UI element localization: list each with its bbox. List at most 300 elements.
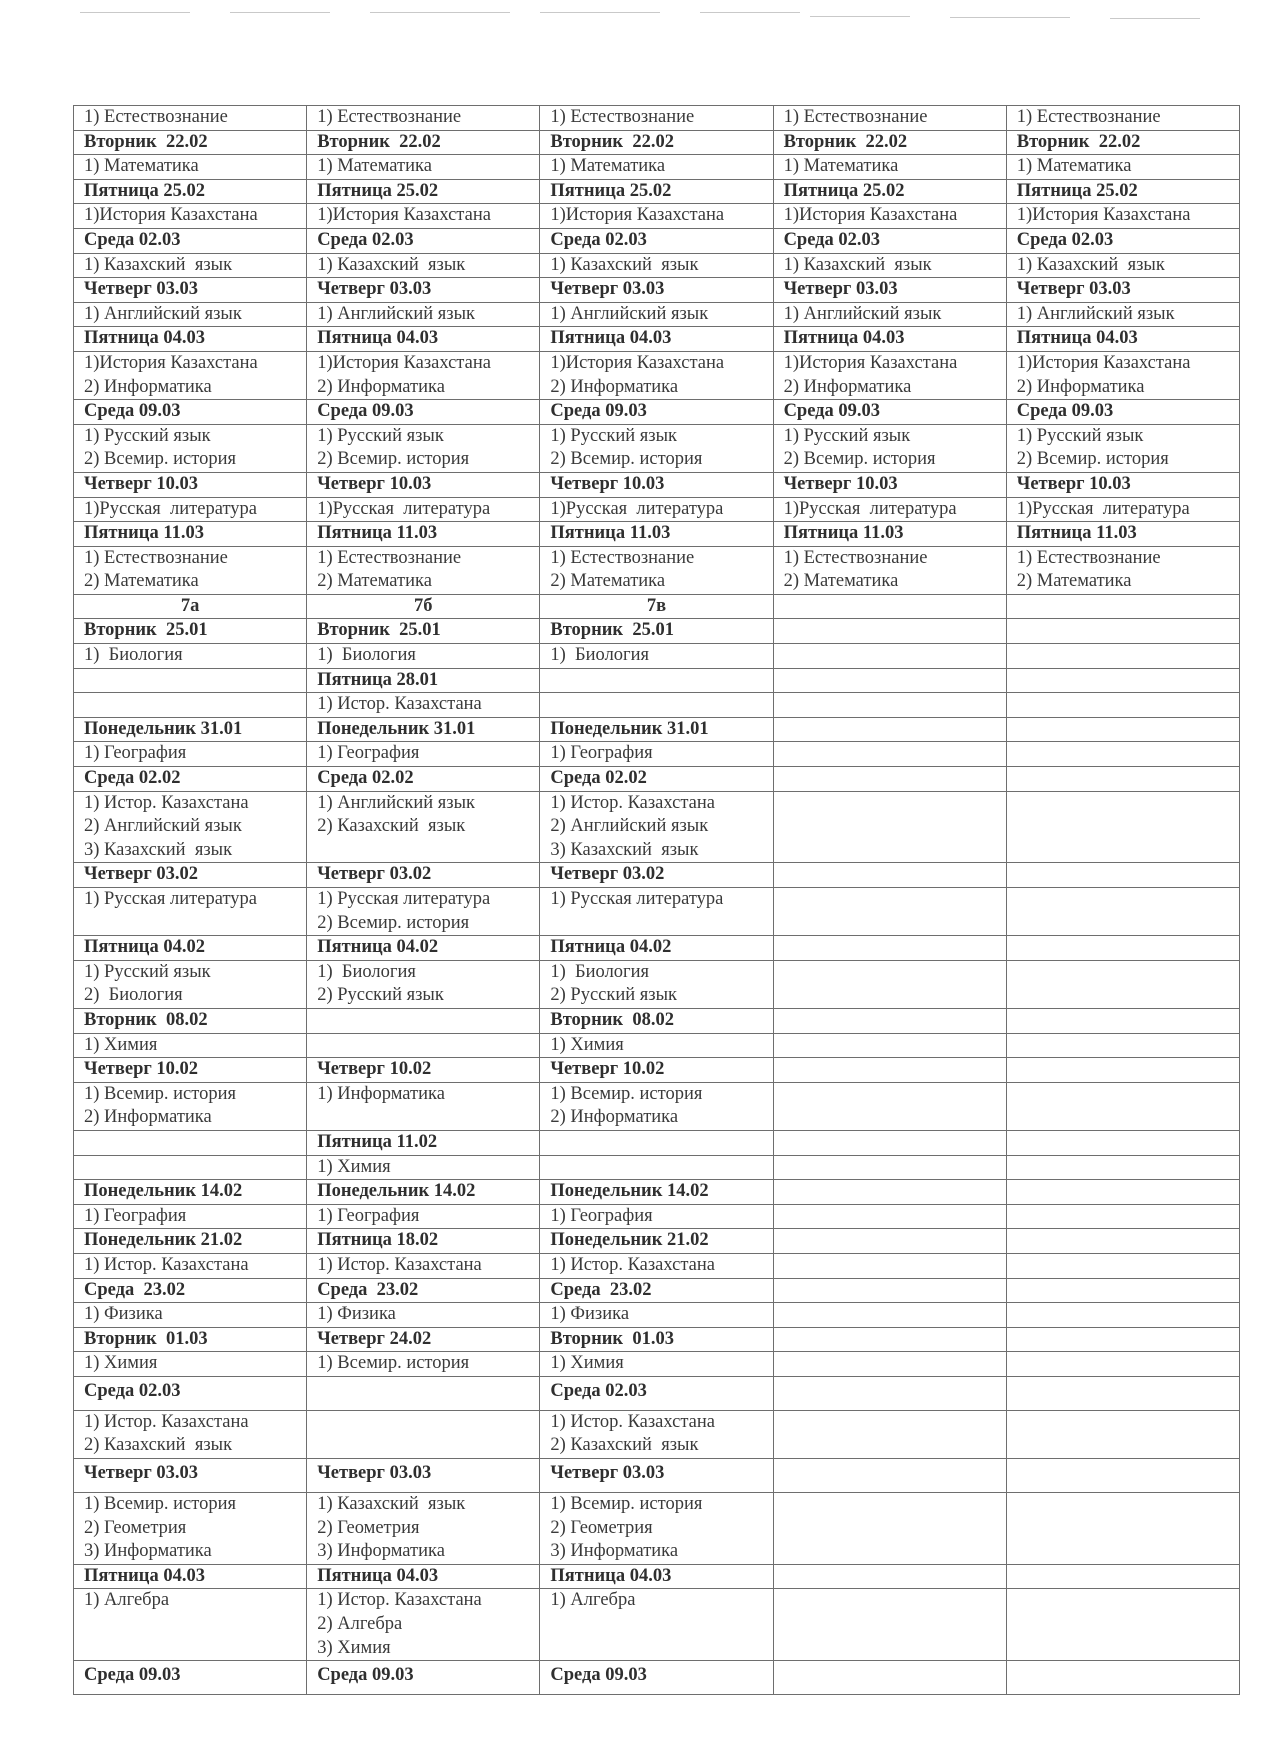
subject-cell: [74, 791, 307, 863]
subject-item: 1) Истор. Казахстана: [550, 792, 715, 813]
date-label: Четверг 10.02: [317, 1059, 432, 1080]
date-label: Четверг 03.02: [84, 864, 199, 885]
schedule-row: [74, 327, 1240, 352]
subject-item: 1) Алгебра: [550, 1590, 636, 1611]
subject-cell: [1006, 1204, 1239, 1229]
subject-cell: [74, 1204, 307, 1229]
date-label: Четверг 10.02: [84, 1059, 199, 1080]
date-cell: [74, 228, 307, 253]
date-label: Пятница 04.02: [550, 937, 672, 958]
date-label: Пятница 04.03: [550, 328, 672, 349]
date-cell: [773, 619, 1006, 644]
schedule-row: [74, 400, 1240, 425]
date-label: Вторник 22.02: [317, 131, 441, 152]
date-cell: [1006, 1008, 1239, 1033]
date-label: Среда 02.03: [317, 229, 414, 250]
subject-item: 1) Естествознание: [317, 547, 462, 568]
date-cell: [773, 1180, 1006, 1205]
subject-item: 1) Химия: [550, 1353, 624, 1374]
subject-item: 1) Биология: [550, 961, 650, 982]
date-cell: [540, 1058, 773, 1083]
subject-cell: [773, 693, 1006, 718]
schedule-row: [74, 155, 1240, 180]
class-label: 7б: [414, 595, 433, 616]
date-label: Понедельник 21.02: [84, 1230, 243, 1251]
date-label: Пятница 04.03: [550, 1565, 672, 1586]
subject-item: 1) Английский язык: [550, 303, 709, 324]
date-label: Четверг 10.03: [550, 473, 665, 494]
subject-item: 1)История Казахстана: [1016, 205, 1191, 226]
subject-cell: [773, 106, 1006, 131]
subject-item: 1)Русская литература: [317, 498, 491, 519]
date-label: Среда 02.03: [84, 229, 181, 250]
date-label: Среда 09.03: [84, 401, 181, 422]
subject-item: 2) Алгебра: [317, 1614, 403, 1635]
date-cell: [540, 522, 773, 547]
subject-cell: [773, 644, 1006, 669]
subject-cell: [540, 106, 773, 131]
date-label: Среда 09.03: [550, 401, 647, 422]
subject-item: 2) Всемир. история: [550, 449, 703, 470]
subject-cell: [540, 155, 773, 180]
date-label: Понедельник 21.02: [550, 1230, 709, 1251]
date-cell: [307, 1661, 540, 1695]
subject-cell: [540, 742, 773, 767]
date-cell: [1006, 619, 1239, 644]
subject-item: 1) Русская литература: [550, 889, 724, 909]
schedule-row: [74, 668, 1240, 693]
subject-item: 2) Всемир. история: [84, 449, 236, 470]
subject-item: 2) Казахский язык: [84, 1435, 233, 1456]
subject-item: 2) Математика: [783, 571, 899, 592]
subject-cell: [540, 302, 773, 327]
date-label: Среда 09.03: [84, 1665, 181, 1686]
subject-item: 1) Естествознание: [84, 547, 228, 568]
subject-item: 3) Информатика: [550, 1541, 679, 1562]
date-cell: [1006, 1229, 1239, 1254]
subject-item: 1) Истор. Казахстана: [550, 1411, 715, 1432]
subject-item: 1)История Казахстана: [783, 205, 958, 226]
schedule-row: [74, 594, 1240, 619]
subject-item: 1) Математика: [84, 156, 199, 177]
subject-item: 2) Математика: [550, 571, 666, 592]
schedule-row: [74, 1180, 1240, 1205]
date-cell: [773, 1661, 1006, 1695]
scan-artifact-line: [700, 12, 800, 13]
subject-cell: [74, 1033, 307, 1058]
date-cell: [74, 472, 307, 497]
subject-item: 1)История Казахстана: [84, 205, 258, 226]
date-cell: [74, 1229, 307, 1254]
subject-cell: [540, 960, 773, 1008]
subject-cell: [773, 1410, 1006, 1458]
date-cell: [1006, 228, 1239, 253]
date-cell: [540, 1180, 773, 1205]
subject-item: 2) Геометрия: [84, 1517, 187, 1538]
subject-item: 1) Математика: [550, 156, 666, 177]
subject-item: 2) Информатика: [1016, 376, 1145, 397]
date-label: Четверг 03.03: [550, 279, 665, 300]
schedule-row: [74, 1130, 1240, 1155]
scan-artifact-line: [80, 12, 190, 13]
schedule-row: [74, 767, 1240, 792]
date-cell: [307, 717, 540, 742]
subject-cell: [1006, 1303, 1239, 1328]
subject-item: 1) Всемир. история: [84, 1083, 236, 1104]
subject-item: 1) География: [550, 743, 653, 764]
date-label: Четверг 03.03: [317, 279, 432, 300]
date-cell: [74, 668, 307, 693]
date-cell: [307, 1229, 540, 1254]
date-label: Понедельник 14.02: [317, 1181, 476, 1202]
subject-cell: [74, 155, 307, 180]
subject-cell: [540, 693, 773, 718]
subject-item: 1)История Казахстана: [317, 205, 491, 226]
date-label: Среда 23.02: [550, 1279, 652, 1300]
subject-item: 3) Информатика: [84, 1541, 212, 1562]
subject-cell: [540, 888, 773, 936]
subject-cell: [1006, 644, 1239, 669]
subject-cell: [307, 424, 540, 472]
date-cell: [540, 472, 773, 497]
subject-cell: [540, 1589, 773, 1661]
date-label: Четверг 10.03: [1016, 473, 1131, 494]
subject-item: 1) Естествознание: [317, 107, 462, 127]
schedule-row: [74, 1410, 1240, 1458]
subject-item: 2) Казахский язык: [550, 1435, 699, 1456]
date-cell: [74, 400, 307, 425]
date-cell: [1006, 1278, 1239, 1303]
subject-cell: [1006, 204, 1239, 229]
subject-item: 1)История Казахстана: [84, 352, 258, 373]
date-cell: [773, 1229, 1006, 1254]
date-cell: [74, 1376, 307, 1410]
subject-cell: [74, 1589, 307, 1661]
date-label: Четверг 03.03: [1016, 279, 1131, 300]
date-cell: [773, 1327, 1006, 1352]
subject-cell: [773, 424, 1006, 472]
subject-cell: [74, 1493, 307, 1565]
subject-cell: [540, 204, 773, 229]
subject-cell: [74, 644, 307, 669]
date-cell: [540, 1459, 773, 1493]
date-cell: [773, 130, 1006, 155]
date-label: Среда 09.03: [317, 401, 414, 422]
scan-artifact-line: [540, 12, 660, 13]
date-cell: [773, 228, 1006, 253]
date-label: Понедельник 31.01: [550, 718, 709, 739]
subject-item: 1) География: [317, 743, 420, 764]
subject-cell: [773, 1589, 1006, 1661]
date-label: Понедельник 14.02: [550, 1181, 709, 1202]
subject-cell: [1006, 693, 1239, 718]
date-cell: [74, 327, 307, 352]
subject-item: 2) Информатика: [550, 376, 679, 397]
date-cell: [1006, 1564, 1239, 1589]
subject-item: 1) Истор. Казахстана: [317, 694, 482, 715]
subject-cell: [74, 424, 307, 472]
schedule-body: [74, 106, 1240, 1695]
date-cell: [540, 717, 773, 742]
subject-item: 1) Естествознание: [1016, 107, 1161, 127]
schedule-row: [74, 1352, 1240, 1377]
subject-cell: [307, 1410, 540, 1458]
date-label: Четверг 10.03: [84, 473, 199, 494]
subject-item: 1) Русский язык: [550, 425, 678, 446]
date-label: Пятница 25.02: [84, 180, 205, 201]
date-label: Пятница 25.02: [317, 180, 439, 201]
date-cell: [773, 1376, 1006, 1410]
subject-cell: [74, 1303, 307, 1328]
subject-cell: [1006, 1410, 1239, 1458]
subject-item: 1) Русская литература: [84, 889, 258, 909]
date-label: Четверг 03.03: [550, 1463, 665, 1484]
subject-cell: [74, 253, 307, 278]
date-cell: [74, 522, 307, 547]
date-cell: [773, 278, 1006, 303]
date-label: Пятница 04.02: [317, 937, 439, 958]
date-label: Среда 02.03: [550, 1380, 647, 1401]
date-cell: [773, 936, 1006, 961]
date-cell: [773, 863, 1006, 888]
subject-cell: [307, 546, 540, 594]
date-cell: [540, 863, 773, 888]
subject-cell: [773, 791, 1006, 863]
date-label: Среда 02.03: [550, 229, 647, 250]
subject-item: 1)История Казахстана: [1016, 352, 1191, 373]
date-cell: [1006, 1459, 1239, 1493]
schedule-row: [74, 497, 1240, 522]
subject-item: 1) Казахский язык: [1016, 254, 1165, 275]
date-cell: [540, 619, 773, 644]
date-label: Понедельник 31.01: [317, 718, 476, 739]
date-label: Пятница 04.03: [783, 328, 905, 349]
subject-item: 2) Информатика: [550, 1107, 679, 1128]
subject-cell: [307, 351, 540, 399]
subject-item: 1) Казахский язык: [317, 254, 466, 275]
schedule-row: [74, 351, 1240, 399]
subject-item: 2) Русский язык: [550, 985, 678, 1006]
date-cell: [773, 327, 1006, 352]
subject-cell: [307, 1155, 540, 1180]
subject-cell: [540, 1410, 773, 1458]
subject-cell: [307, 1204, 540, 1229]
subject-item: 1) Биология: [317, 645, 416, 666]
subject-cell: [1006, 106, 1239, 131]
subject-item: 1) Английский язык: [84, 303, 242, 324]
date-cell: [773, 472, 1006, 497]
subject-item: 1) Русский язык: [84, 961, 211, 982]
date-label: Пятница 11.03: [84, 523, 204, 544]
subject-cell: [773, 742, 1006, 767]
subject-item: 1) Биология: [550, 645, 650, 666]
subject-item: 1) Английский язык: [317, 303, 476, 324]
schedule-row: [74, 1493, 1240, 1565]
schedule-row: [74, 960, 1240, 1008]
schedule-row: [74, 619, 1240, 644]
subject-item: 2) Математика: [1016, 571, 1132, 592]
subject-item: 1) Физика: [84, 1304, 163, 1325]
subject-item: 1) Биология: [317, 961, 416, 982]
subject-cell: [74, 351, 307, 399]
class-label: 7а: [180, 595, 200, 616]
date-label: Вторник 08.02: [84, 1009, 208, 1030]
subject-cell: [773, 1352, 1006, 1377]
subject-cell: [74, 1352, 307, 1377]
subject-item: 1) Алгебра: [84, 1590, 170, 1611]
subject-item: 1) Физика: [550, 1304, 630, 1325]
subject-cell: [307, 1493, 540, 1565]
subject-item: 1)История Казахстана: [783, 352, 958, 373]
class-header-cell: [1006, 594, 1239, 619]
schedule-row: [74, 644, 1240, 669]
date-cell: [307, 1058, 540, 1083]
date-label: Вторник 25.01: [84, 620, 208, 641]
subject-item: 2) Математика: [84, 571, 199, 592]
subject-cell: [1006, 497, 1239, 522]
subject-cell: [1006, 1253, 1239, 1278]
subject-item: 1)Русская литература: [1016, 498, 1190, 519]
subject-cell: [1006, 960, 1239, 1008]
subject-item: 1) Естествознание: [84, 107, 228, 127]
subject-cell: [307, 497, 540, 522]
subject-cell: [773, 302, 1006, 327]
schedule-row: [74, 130, 1240, 155]
date-cell: [74, 1058, 307, 1083]
date-cell: [773, 400, 1006, 425]
schedule-row: [74, 1033, 1240, 1058]
subject-item: 1) Казахский язык: [84, 254, 233, 275]
date-label: Пятница 04.02: [84, 937, 205, 958]
date-label: Понедельник 14.02: [84, 1181, 243, 1202]
subject-item: 1) Всемир. история: [84, 1494, 236, 1515]
subject-item: 1) География: [84, 1205, 187, 1226]
date-cell: [307, 1327, 540, 1352]
date-label: Среда 02.03: [84, 1380, 181, 1401]
date-label: Пятница 04.03: [1016, 328, 1138, 349]
date-cell: [307, 1130, 540, 1155]
date-cell: [74, 1008, 307, 1033]
class-label: 7в: [646, 595, 667, 616]
subject-cell: [540, 1033, 773, 1058]
date-cell: [307, 179, 540, 204]
subject-item: 2) Биология: [84, 985, 183, 1006]
schedule-row: [74, 717, 1240, 742]
subject-cell: [74, 960, 307, 1008]
subject-item: 1) Русский язык: [1016, 425, 1144, 446]
date-cell: [540, 1564, 773, 1589]
subject-cell: [307, 1352, 540, 1377]
date-cell: [74, 717, 307, 742]
date-cell: [540, 1008, 773, 1033]
subject-item: 2) Всемир. история: [1016, 449, 1169, 470]
date-label: Среда 09.03: [783, 401, 881, 422]
date-cell: [773, 179, 1006, 204]
subject-item: 1) Английский язык: [783, 303, 942, 324]
date-label: Среда 23.02: [84, 1279, 186, 1300]
date-cell: [773, 1459, 1006, 1493]
date-label: Пятница 04.03: [84, 1565, 205, 1586]
date-cell: [307, 1008, 540, 1033]
subject-cell: [307, 106, 540, 131]
subject-item: 1) Истор. Казахстана: [84, 792, 249, 813]
date-label: Среда 09.03: [1016, 401, 1114, 422]
scan-artifact-line: [810, 16, 910, 17]
schedule-row: [74, 1589, 1240, 1661]
schedule-row: [74, 936, 1240, 961]
date-cell: [773, 1278, 1006, 1303]
subject-item: 1) Химия: [317, 1156, 391, 1177]
subject-cell: [307, 888, 540, 936]
schedule-row: [74, 1058, 1240, 1083]
date-label: Пятница 28.01: [317, 669, 439, 690]
schedule-row: [74, 1303, 1240, 1328]
subject-cell: [540, 351, 773, 399]
subject-item: 2) Английский язык: [550, 816, 709, 837]
date-cell: [74, 278, 307, 303]
subject-item: 1) Русский язык: [783, 425, 911, 446]
subject-item: 1)Русская литература: [783, 498, 957, 519]
subject-cell: [1006, 546, 1239, 594]
date-label: Пятница 11.03: [550, 523, 671, 544]
subject-item: 1) Биология: [84, 645, 183, 666]
subject-item: 1) География: [317, 1205, 420, 1226]
subject-item: 1) География: [550, 1205, 653, 1226]
date-label: Четверг 03.02: [550, 864, 665, 885]
schedule-row: [74, 253, 1240, 278]
date-label: Пятница 04.03: [317, 328, 439, 349]
date-cell: [773, 522, 1006, 547]
subject-cell: [1006, 351, 1239, 399]
date-cell: [540, 767, 773, 792]
subject-item: 2) Всемир. история: [317, 912, 470, 933]
date-label: Вторник 25.01: [550, 620, 674, 641]
subject-cell: [74, 1155, 307, 1180]
subject-cell: [1006, 424, 1239, 472]
date-cell: [74, 1564, 307, 1589]
date-label: Среда 02.03: [1016, 229, 1114, 250]
date-cell: [1006, 522, 1239, 547]
subject-cell: [540, 253, 773, 278]
subject-item: 1) Естествознание: [1016, 547, 1161, 568]
subject-cell: [307, 302, 540, 327]
subject-cell: [307, 791, 540, 863]
date-label: Четверг 10.02: [550, 1059, 665, 1080]
date-label: Четверг 24.02: [317, 1328, 432, 1349]
subject-cell: [1006, 253, 1239, 278]
scan-artifact-line: [1110, 18, 1200, 19]
subject-cell: [1006, 1082, 1239, 1130]
subject-item: 1) Русская литература: [317, 889, 491, 909]
subject-cell: [74, 1253, 307, 1278]
date-cell: [540, 668, 773, 693]
date-cell: [307, 1376, 540, 1410]
date-cell: [74, 936, 307, 961]
date-cell: [307, 130, 540, 155]
date-cell: [540, 1130, 773, 1155]
date-label: Понедельник 31.01: [84, 718, 243, 739]
subject-item: 1) Естествознание: [550, 547, 695, 568]
subject-item: 1) Русский язык: [84, 425, 211, 446]
date-cell: [1006, 278, 1239, 303]
subject-cell: [540, 1155, 773, 1180]
date-label: Среда 02.03: [783, 229, 881, 250]
date-cell: [540, 130, 773, 155]
subject-item: 1) География: [84, 743, 187, 764]
date-cell: [540, 1278, 773, 1303]
subject-item: 1) Информатика: [317, 1083, 445, 1104]
date-cell: [307, 327, 540, 352]
